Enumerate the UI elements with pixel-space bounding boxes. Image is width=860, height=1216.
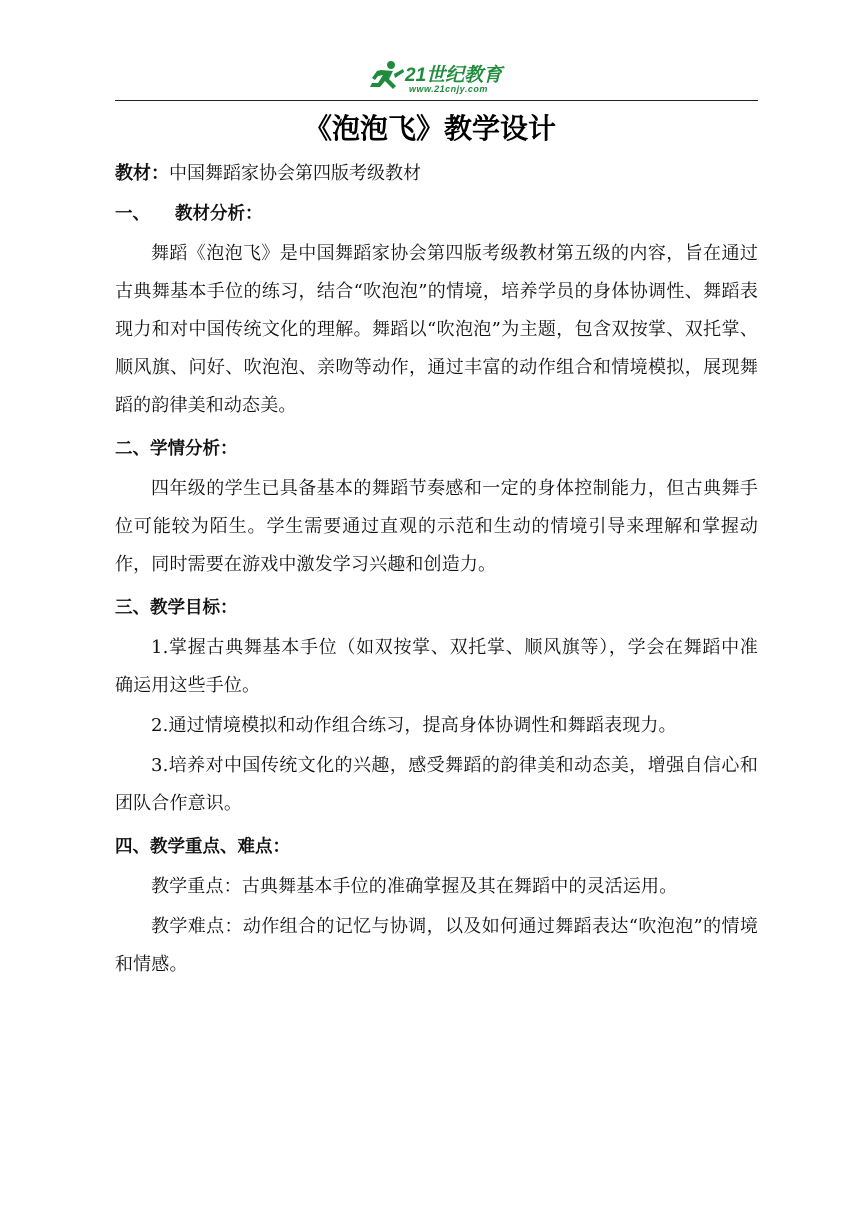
paragraph: 2.通过情境模拟和动作组合练习，提高身体协调性和舞蹈表现力。 bbox=[151, 715, 677, 736]
section-heading-3: 三、教学目标： bbox=[115, 598, 238, 618]
header-divider bbox=[115, 100, 758, 101]
runner-logo-icon bbox=[367, 60, 405, 94]
paragraph: 舞蹈《泡泡飞》是中国舞蹈家协会第四版考级教材第五级的内容，旨在通过古典舞基本手位的练习，结合“吹泡泡”的情境，培养学员的身体协调性、舞蹈表现力和对中国传统文化的理解。舞蹈以“吹泡泡”为主题，包含双按掌、双托掌、顺风旗、问好、吹泡泡、亲吻等动作，通过丰富的动作组合和情境模拟，展现舞蹈的韵律美和动态美。 bbox=[115, 243, 758, 416]
page-header bbox=[115, 58, 758, 102]
section-heading-4: 四、教学重点、难点： bbox=[115, 837, 290, 857]
textbook-value: 中国舞蹈家协会第四版考级教材 bbox=[169, 163, 421, 184]
section-heading-1 bbox=[115, 198, 758, 231]
paragraph: 1.掌握古典舞基本手位（如双按掌、双托掌、顺风旗等），学会在舞蹈中准确运用这些手位。 bbox=[115, 637, 758, 696]
paragraph: 教学重点：古典舞基本手位的准确掌握及其在舞蹈中的灵活运用。 bbox=[151, 876, 678, 897]
logo-text: 21世纪教育 bbox=[405, 65, 503, 86]
section-number: 一、 bbox=[115, 204, 150, 224]
paragraph: 3.培养对中国传统文化的兴趣，感受舞蹈的韵律美和动态美，增强自信心和团队合作意识。 bbox=[115, 755, 758, 814]
textbook-line bbox=[115, 157, 758, 190]
page-title: 《泡泡飞》教学设计 bbox=[303, 112, 556, 145]
document-body bbox=[115, 157, 758, 984]
paragraph: 四年级的学生已具备基本的舞蹈节奏感和一定的身体控制能力，但古典舞手位可能较为陌生。学生需要通过直观的示范和生动的情境引导来理解和掌握动作，同时需要在游戏中激发学习兴趣和创造力。 bbox=[115, 478, 758, 575]
logo-url: www.21cnjy.com bbox=[409, 84, 488, 94]
section-heading-2: 二、学情分析： bbox=[115, 439, 238, 459]
textbook-label: 教材： bbox=[115, 163, 169, 184]
section-heading-text: 教材分析： bbox=[175, 204, 263, 224]
brand-logo bbox=[367, 58, 517, 100]
paragraph: 教学难点：动作组合的记忆与协调，以及如何通过舞蹈表达“吹泡泡”的情境和情感。 bbox=[115, 916, 758, 975]
